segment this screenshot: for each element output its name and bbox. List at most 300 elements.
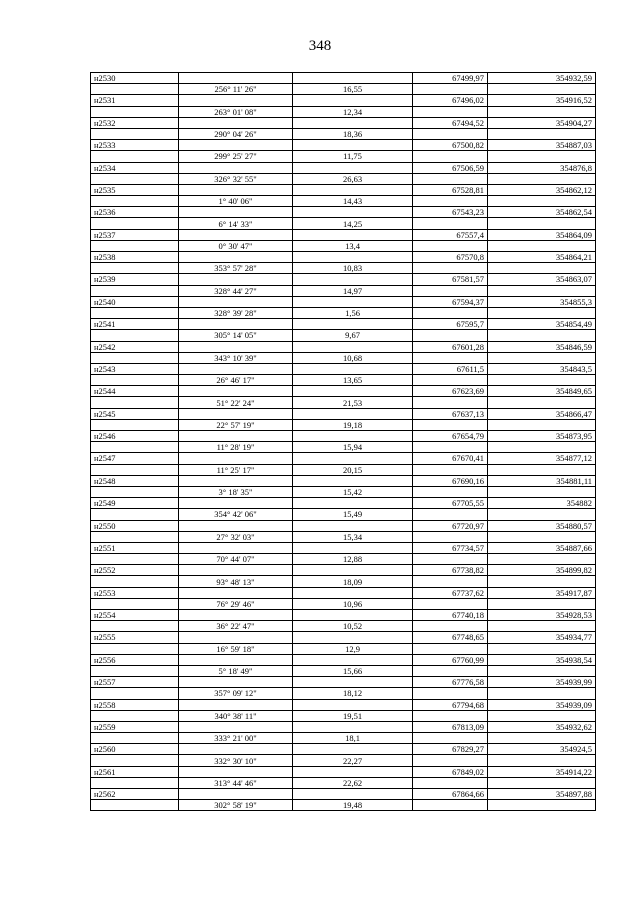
empty-cell [413,173,488,184]
x-coordinate: 67705,55 [413,498,488,509]
empty-cell [179,453,293,464]
empty-cell [413,621,488,632]
segment-length: 19,18 [293,419,413,430]
empty-cell [488,106,596,117]
empty-cell [413,196,488,207]
y-coordinate: 354882 [488,498,596,509]
empty-cell [293,319,413,330]
direction-angle: 0° 30' 47" [179,240,293,251]
empty-cell [413,419,488,430]
empty-cell [179,95,293,106]
x-coordinate: 67829,27 [413,744,488,755]
point-row [91,296,596,307]
segment-row [91,554,596,565]
empty-cell [413,240,488,251]
x-coordinate: 67611,5 [413,363,488,374]
empty-cell [413,665,488,676]
point-row [91,654,596,665]
segment-length: 13,65 [293,375,413,386]
y-coordinate: 354917,87 [488,587,596,598]
point-row [91,363,596,374]
segment-row [91,531,596,542]
empty-cell [91,173,179,184]
segment-length: 15,66 [293,665,413,676]
empty-cell [91,106,179,117]
point-name: н2547 [91,453,179,464]
empty-cell [91,643,179,654]
point-row [91,744,596,755]
empty-cell [488,755,596,766]
empty-cell [413,285,488,296]
point-name: н2554 [91,610,179,621]
empty-cell [413,710,488,721]
empty-cell [91,263,179,274]
empty-cell [488,442,596,453]
segment-row [91,240,596,251]
direction-angle: 353° 57' 28" [179,263,293,274]
segment-length: 19,51 [293,710,413,721]
y-coordinate: 354904,27 [488,117,596,128]
empty-cell [91,554,179,565]
empty-cell [179,632,293,643]
empty-cell [488,576,596,587]
direction-angle: 11° 25' 17" [179,464,293,475]
empty-cell [488,464,596,475]
segment-row [91,173,596,184]
y-coordinate: 354939,09 [488,699,596,710]
segment-length: 16,55 [293,84,413,95]
segment-row [91,352,596,363]
empty-cell [488,151,596,162]
empty-cell [91,777,179,788]
point-name: н2538 [91,252,179,263]
x-coordinate: 67499,97 [413,73,488,84]
direction-angle: 332° 30' 10" [179,755,293,766]
empty-cell [293,766,413,777]
empty-cell [488,352,596,363]
segment-length: 22,27 [293,755,413,766]
empty-cell [488,554,596,565]
point-row [91,542,596,553]
point-row [91,274,596,285]
direction-angle: 16° 59' 18" [179,643,293,654]
point-row [91,73,596,84]
direction-angle: 22° 57' 19" [179,419,293,430]
empty-cell [293,520,413,531]
empty-cell [91,419,179,430]
empty-cell [488,621,596,632]
coordinates-table-body [91,73,596,811]
point-name: н2544 [91,386,179,397]
empty-cell [488,733,596,744]
empty-cell [488,710,596,721]
empty-cell [488,531,596,542]
empty-cell [293,498,413,509]
point-name: н2534 [91,162,179,173]
empty-cell [293,140,413,151]
segment-length: 10,52 [293,621,413,632]
segment-length: 15,34 [293,531,413,542]
direction-angle: 357° 09' 12" [179,688,293,699]
empty-cell [413,84,488,95]
point-row [91,721,596,732]
page-number: 348 [308,38,332,54]
point-name: н2556 [91,654,179,665]
empty-cell [91,710,179,721]
empty-cell [413,151,488,162]
segment-length: 12,88 [293,554,413,565]
y-coordinate: 354843,5 [488,363,596,374]
empty-cell [179,363,293,374]
x-coordinate: 67737,62 [413,587,488,598]
x-coordinate: 67496,02 [413,95,488,106]
y-coordinate: 354887,03 [488,140,596,151]
point-name: н2541 [91,319,179,330]
y-coordinate: 354899,82 [488,565,596,576]
direction-angle: 263° 01' 08" [179,106,293,117]
y-coordinate: 354938,54 [488,654,596,665]
empty-cell [179,766,293,777]
segment-length: 11,75 [293,151,413,162]
x-coordinate: 67813,09 [413,721,488,732]
segment-length: 15,49 [293,509,413,520]
point-name: н2539 [91,274,179,285]
empty-cell [488,84,596,95]
y-coordinate: 354880,57 [488,520,596,531]
empty-cell [293,789,413,800]
x-coordinate: 67690,16 [413,475,488,486]
segment-length: 10,96 [293,598,413,609]
direction-angle: 290° 04' 26" [179,128,293,139]
point-name: н2561 [91,766,179,777]
segment-row [91,263,596,274]
direction-angle: 6° 14' 33" [179,218,293,229]
segment-row [91,643,596,654]
segment-row [91,106,596,117]
point-row [91,565,596,576]
point-name: н2551 [91,542,179,553]
segment-length: 18,1 [293,733,413,744]
empty-cell [179,677,293,688]
segment-row [91,598,596,609]
point-name: н2557 [91,677,179,688]
empty-cell [179,73,293,84]
direction-angle: 328° 39' 28" [179,307,293,318]
point-row [91,789,596,800]
point-row [91,520,596,531]
direction-angle: 36° 22' 47" [179,621,293,632]
y-coordinate: 354934,77 [488,632,596,643]
empty-cell [413,330,488,341]
empty-cell [488,173,596,184]
empty-cell [91,285,179,296]
empty-cell [293,542,413,553]
empty-cell [488,486,596,497]
segment-row [91,84,596,95]
direction-angle: 343° 10' 39" [179,352,293,363]
point-name: н2562 [91,789,179,800]
point-name: н2558 [91,699,179,710]
empty-cell [293,184,413,195]
segment-row [91,442,596,453]
empty-cell [91,307,179,318]
x-coordinate: 67500,82 [413,140,488,151]
y-coordinate: 354864,21 [488,252,596,263]
empty-cell [488,375,596,386]
point-row [91,408,596,419]
empty-cell [488,598,596,609]
empty-cell [179,140,293,151]
segment-row [91,800,596,811]
empty-cell [488,263,596,274]
empty-cell [293,744,413,755]
empty-cell [293,296,413,307]
empty-cell [179,117,293,128]
point-name: н2540 [91,296,179,307]
x-coordinate: 67528,81 [413,184,488,195]
point-name: н2545 [91,408,179,419]
empty-cell [413,464,488,475]
segment-row [91,397,596,408]
empty-cell [488,330,596,341]
empty-cell [179,475,293,486]
x-coordinate: 67760,99 [413,654,488,665]
empty-cell [179,498,293,509]
empty-cell [91,621,179,632]
y-coordinate: 354924,5 [488,744,596,755]
empty-cell [293,610,413,621]
y-coordinate: 354916,52 [488,95,596,106]
direction-angle: 326° 32' 55" [179,173,293,184]
y-coordinate: 354939,99 [488,677,596,688]
empty-cell [179,296,293,307]
segment-row [91,128,596,139]
segment-length: 18,12 [293,688,413,699]
x-coordinate: 67738,82 [413,565,488,576]
empty-cell [293,162,413,173]
x-coordinate: 67776,58 [413,677,488,688]
empty-cell [91,755,179,766]
direction-angle: 51° 22' 24" [179,397,293,408]
empty-cell [413,375,488,386]
empty-cell [413,106,488,117]
empty-cell [488,665,596,676]
empty-cell [293,252,413,263]
direction-angle: 340° 38' 11" [179,710,293,721]
x-coordinate: 67637,13 [413,408,488,419]
point-name: н2550 [91,520,179,531]
x-coordinate: 67740,18 [413,610,488,621]
segment-length: 15,94 [293,442,413,453]
direction-angle: 76° 29' 46" [179,598,293,609]
y-coordinate: 354849,65 [488,386,596,397]
empty-cell [179,184,293,195]
point-name: н2532 [91,117,179,128]
empty-cell [91,128,179,139]
empty-cell [293,431,413,442]
x-coordinate: 67601,28 [413,341,488,352]
empty-cell [91,84,179,95]
x-coordinate: 67623,69 [413,386,488,397]
empty-cell [293,475,413,486]
x-coordinate: 67748,65 [413,632,488,643]
direction-angle: 354° 42' 06" [179,509,293,520]
empty-cell [293,699,413,710]
empty-cell [179,319,293,330]
empty-cell [179,341,293,352]
empty-cell [91,330,179,341]
segment-row [91,196,596,207]
y-coordinate: 354876,8 [488,162,596,173]
direction-angle: 299° 25' 27" [179,151,293,162]
empty-cell [488,419,596,430]
x-coordinate: 67494,52 [413,117,488,128]
empty-cell [91,151,179,162]
direction-angle: 333° 21' 00" [179,733,293,744]
x-coordinate: 67570,8 [413,252,488,263]
point-row [91,386,596,397]
empty-cell [413,397,488,408]
empty-cell [413,733,488,744]
empty-cell [293,677,413,688]
segment-length: 15,42 [293,486,413,497]
segment-row [91,285,596,296]
empty-cell [91,218,179,229]
segment-length: 14,97 [293,285,413,296]
empty-cell [91,688,179,699]
direction-angle: 313° 44' 46" [179,777,293,788]
point-name: н2555 [91,632,179,643]
point-row [91,453,596,464]
segment-length: 10,68 [293,352,413,363]
point-name: н2546 [91,431,179,442]
point-name: н2549 [91,498,179,509]
empty-cell [413,777,488,788]
empty-cell [488,397,596,408]
point-name: н2530 [91,73,179,84]
empty-cell [488,240,596,251]
segment-row [91,375,596,386]
empty-cell [91,576,179,587]
x-coordinate: 67734,57 [413,542,488,553]
x-coordinate: 67581,57 [413,274,488,285]
empty-cell [488,285,596,296]
point-name: н2542 [91,341,179,352]
y-coordinate: 354877,12 [488,453,596,464]
point-name: н2552 [91,565,179,576]
empty-cell [413,442,488,453]
point-name: н2537 [91,229,179,240]
point-row [91,587,596,598]
segment-length: 14,25 [293,218,413,229]
empty-cell [413,509,488,520]
x-coordinate: 67720,97 [413,520,488,531]
point-name: н2535 [91,184,179,195]
segment-row [91,307,596,318]
empty-cell [179,207,293,218]
point-name: н2553 [91,587,179,598]
empty-cell [293,73,413,84]
segment-row [91,665,596,676]
segment-length: 19,48 [293,800,413,811]
direction-angle: 328° 44' 27" [179,285,293,296]
direction-angle: 27° 32' 03" [179,531,293,542]
point-row [91,162,596,173]
point-row [91,140,596,151]
point-row [91,766,596,777]
y-coordinate: 354866,47 [488,408,596,419]
empty-cell [91,352,179,363]
empty-cell [91,598,179,609]
direction-angle: 3° 18' 35" [179,486,293,497]
empty-cell [413,688,488,699]
direction-angle: 11° 28' 19" [179,442,293,453]
empty-cell [179,744,293,755]
y-coordinate: 354887,66 [488,542,596,553]
empty-cell [179,654,293,665]
empty-cell [293,587,413,598]
empty-cell [91,509,179,520]
empty-cell [413,800,488,811]
empty-cell [179,386,293,397]
segment-length: 18,09 [293,576,413,587]
empty-cell [293,386,413,397]
empty-cell [91,442,179,453]
x-coordinate: 67594,37 [413,296,488,307]
point-name: н2536 [91,207,179,218]
empty-cell [293,632,413,643]
y-coordinate: 354854,49 [488,319,596,330]
direction-angle: 256° 11' 26" [179,84,293,95]
segment-row [91,688,596,699]
x-coordinate: 67794,68 [413,699,488,710]
empty-cell [179,565,293,576]
segment-length: 12,9 [293,643,413,654]
empty-cell [179,408,293,419]
point-row [91,431,596,442]
empty-cell [413,598,488,609]
empty-cell [91,531,179,542]
point-name: н2543 [91,363,179,374]
segment-length: 22,62 [293,777,413,788]
y-coordinate: 354855,3 [488,296,596,307]
empty-cell [488,128,596,139]
point-row [91,95,596,106]
segment-row [91,576,596,587]
y-coordinate: 354928,53 [488,610,596,621]
empty-cell [179,699,293,710]
empty-cell [293,453,413,464]
empty-cell [488,800,596,811]
empty-cell [91,486,179,497]
y-coordinate: 354862,54 [488,207,596,218]
segment-row [91,710,596,721]
x-coordinate: 67506,59 [413,162,488,173]
y-coordinate: 354846,59 [488,341,596,352]
empty-cell [293,721,413,732]
empty-cell [413,263,488,274]
empty-cell [179,610,293,621]
point-row [91,117,596,128]
empty-cell [91,800,179,811]
point-name: н2531 [91,95,179,106]
segment-row [91,777,596,788]
empty-cell [413,576,488,587]
point-row [91,699,596,710]
empty-cell [413,307,488,318]
empty-cell [488,643,596,654]
empty-cell [91,733,179,744]
